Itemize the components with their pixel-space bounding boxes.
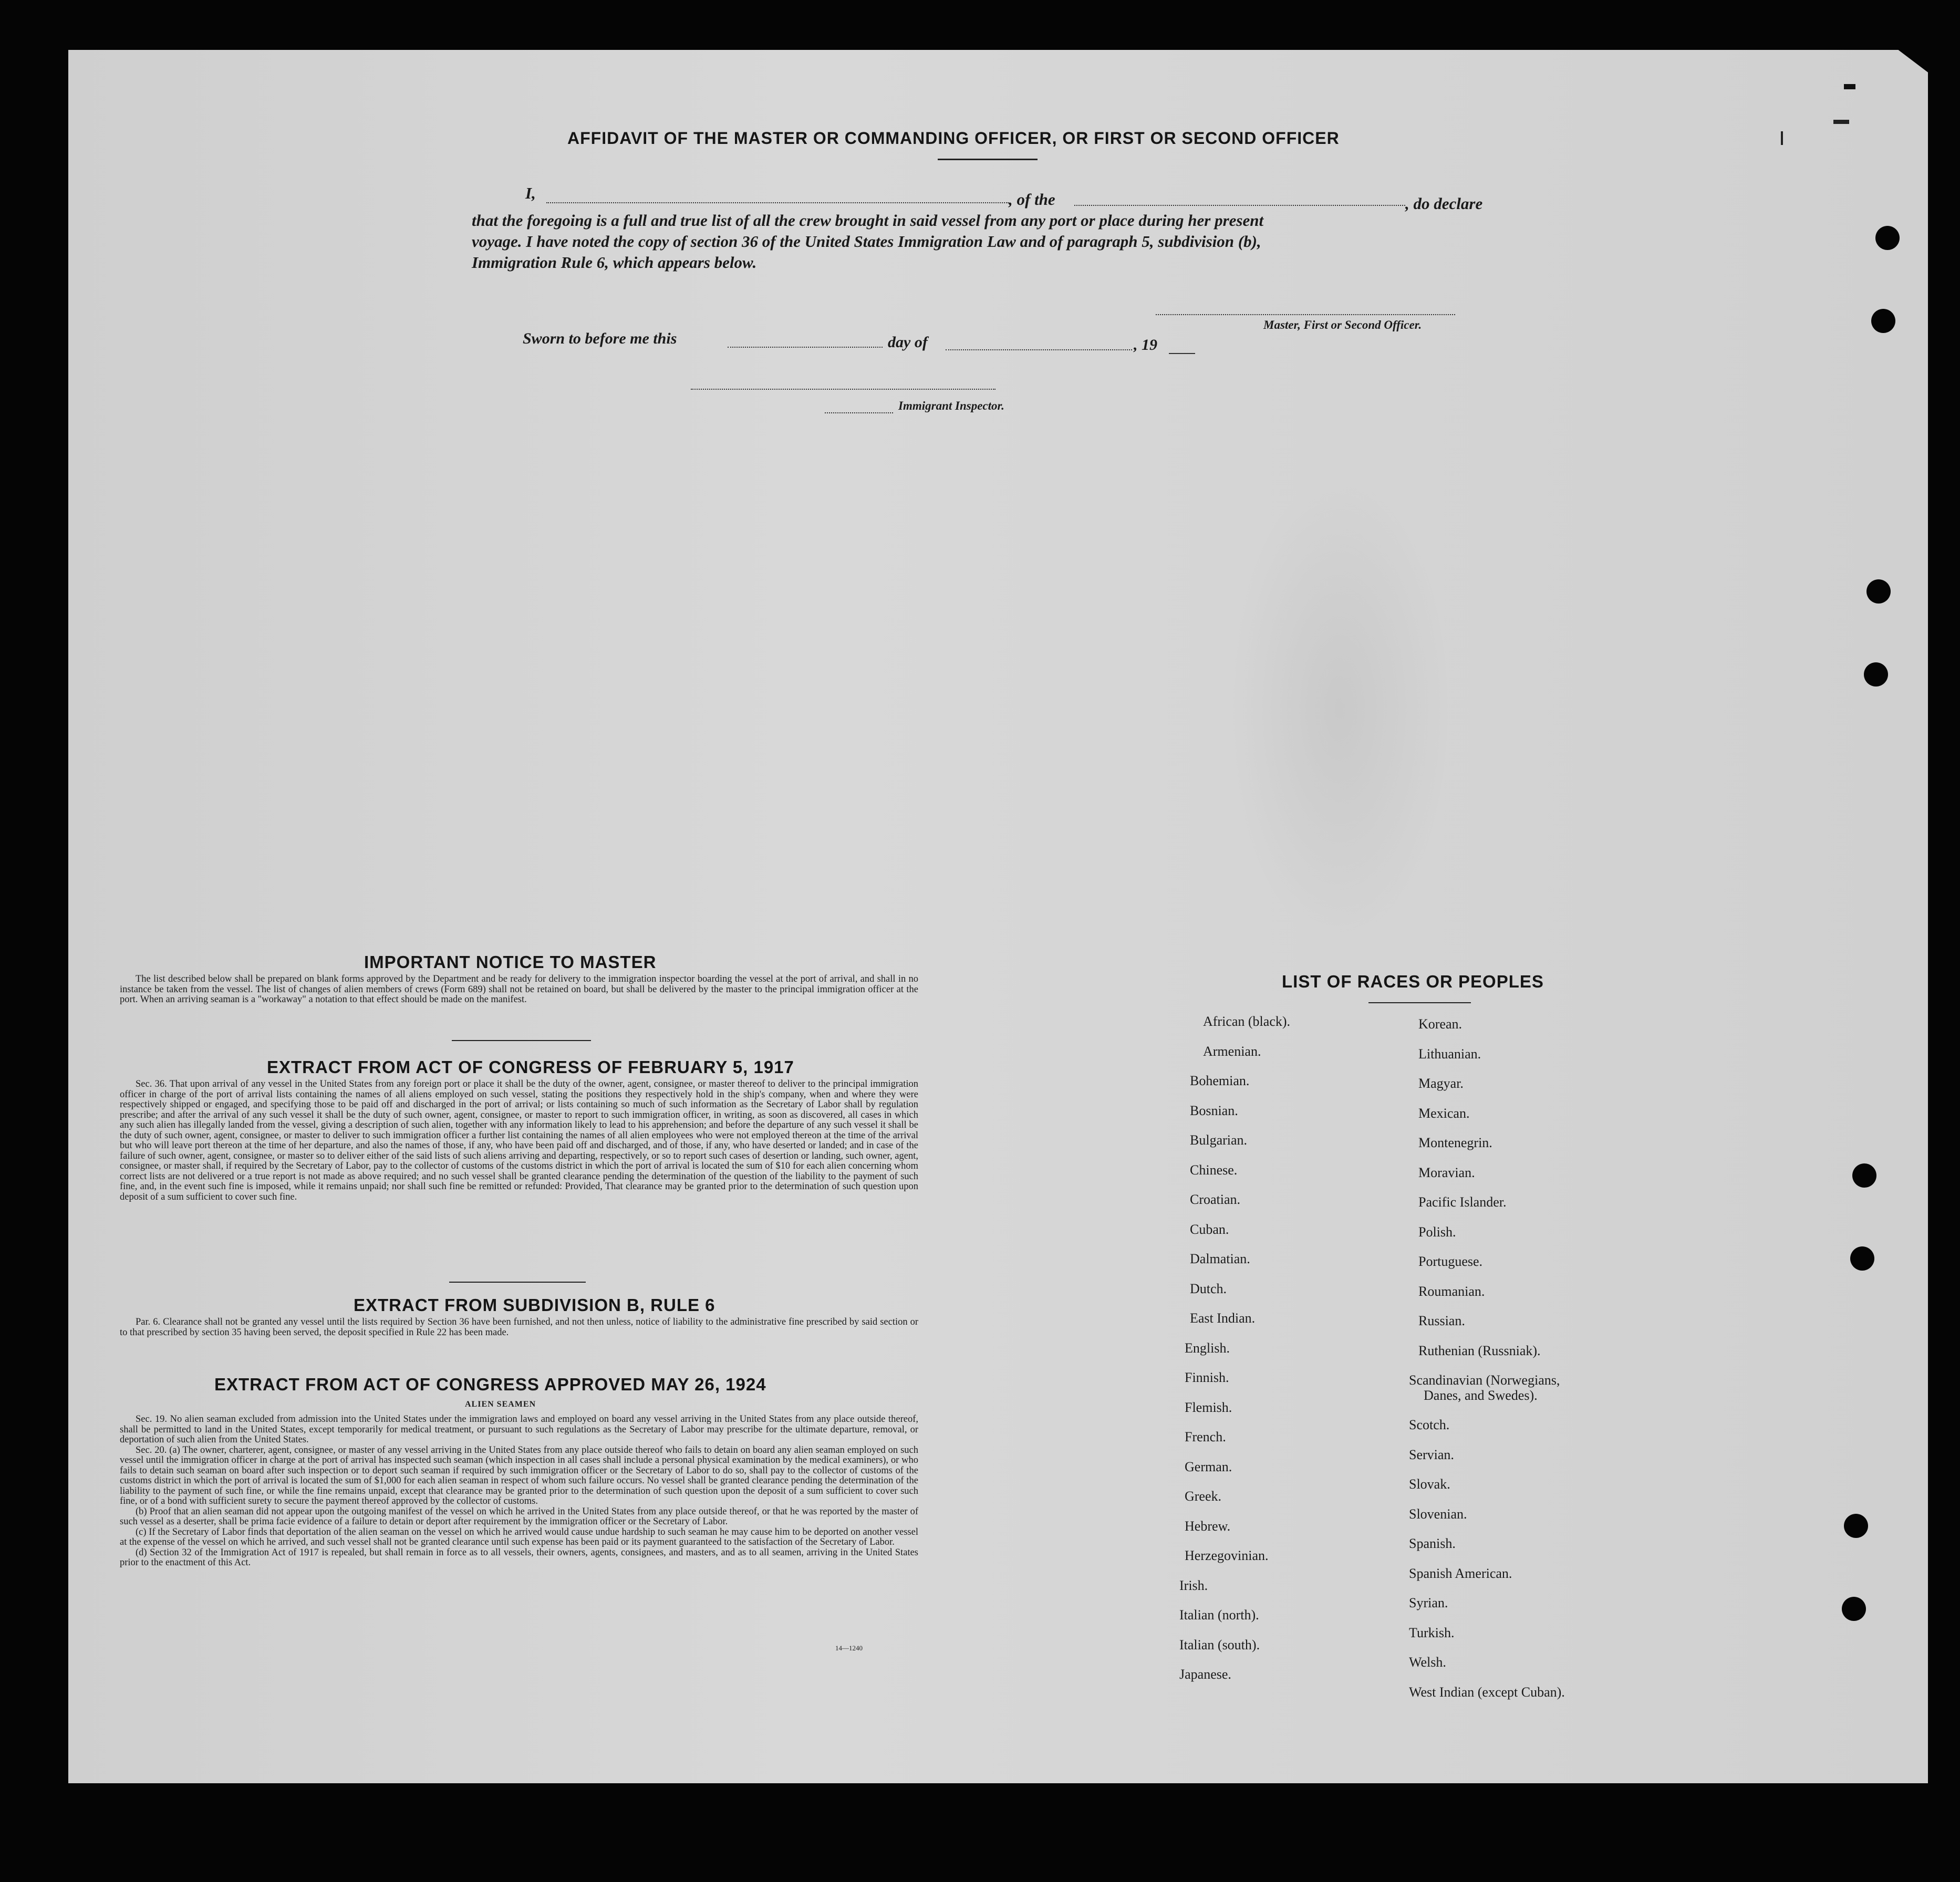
vessel-name-field[interactable] (1074, 205, 1405, 206)
race-item: Danes, and Swedes). (1424, 1387, 1538, 1403)
race-item: Pacific Islander. (1418, 1194, 1507, 1210)
race-item: Russian. (1418, 1313, 1465, 1328)
race-item: African (black). (1203, 1014, 1291, 1029)
affidavit-line: voyage. I have noted the copy of section 36 of the United States Immigration Law and of paragraph 5, subdivision (b), (472, 232, 1261, 251)
year-field[interactable] (1169, 353, 1195, 354)
extract-1924-paragraph: (d) Section 32 of the Immigration Act of 1917 is repealed, but shall remain in force as to all vessels, their owners, agents, consignees, and masters, and as to all seamen, arriving in the United States prior to the enactment of this Act. (120, 1547, 918, 1568)
subdivision-title: EXTRACT FROM SUBDIVISION B, RULE 6 (354, 1295, 715, 1315)
corner-tick (1833, 120, 1849, 124)
notice-title: IMPORTANT NOTICE TO MASTER (364, 952, 657, 972)
race-item: Croatian. (1190, 1192, 1241, 1207)
punch-hole (1864, 662, 1888, 687)
alien-seamen-subtitle: ALIEN SEAMEN (465, 1400, 536, 1409)
day-of-label: day of (888, 334, 928, 351)
sworn-day-field[interactable] (728, 347, 883, 348)
inspector-label: Immigrant Inspector. (898, 399, 1004, 412)
race-item: Moravian. (1418, 1164, 1475, 1180)
race-item: Lithuanian. (1418, 1046, 1481, 1062)
subdivision-paragraph: Par. 6. Clearance shall not be granted any vessel until the lists required by Section 36 have been furnished, and not then unless, notice of liability to the administrative fine prescribed by said section or to that prescribed by section 35 having been served, the deposit specified in Rule 22 has been made. (120, 1317, 918, 1338)
sworn-label: Sworn to before me this (523, 330, 677, 347)
extract-1924-text (120, 1415, 918, 1568)
race-item: English. (1185, 1340, 1230, 1356)
race-item: Spanish American. (1409, 1565, 1512, 1581)
race-item: German. (1185, 1459, 1232, 1474)
race-item: Herzegovinian. (1185, 1548, 1269, 1563)
paper-stain (1229, 473, 1450, 945)
race-item: Greek. (1185, 1489, 1222, 1504)
sworn-month-field[interactable] (946, 349, 1132, 350)
race-item: East Indian. (1190, 1311, 1256, 1326)
race-item: Slovak. (1409, 1477, 1450, 1492)
race-item: Italian (south). (1179, 1637, 1260, 1652)
race-item: Irish. (1179, 1577, 1208, 1593)
corner-tick (1781, 131, 1783, 145)
race-item: Welsh. (1409, 1655, 1446, 1670)
race-item: Chinese. (1190, 1162, 1238, 1178)
master-label: Master, First or Second Officer. (1263, 318, 1422, 331)
punch-hole (1852, 1163, 1876, 1188)
do-declare-label: , do declare (1405, 194, 1483, 213)
race-item: Turkish. (1409, 1625, 1455, 1640)
extract-1917-divider (449, 1282, 586, 1283)
race-item: Polish. (1418, 1224, 1456, 1240)
race-item: Flemish. (1185, 1399, 1232, 1415)
race-item: Bosnian. (1190, 1103, 1238, 1118)
affiant-label: I, (525, 184, 536, 202)
form-number: 14—1240 (835, 1644, 863, 1652)
punch-hole (1850, 1246, 1874, 1271)
race-item: Portuguese. (1418, 1254, 1483, 1269)
corner-tick (1844, 84, 1855, 89)
races-title: LIST OF RACES OR PEOPLES (1282, 972, 1544, 991)
race-item: Dutch. (1190, 1281, 1227, 1296)
race-item: Montenegrin. (1418, 1135, 1492, 1150)
race-item: West Indian (except Cuban). (1409, 1684, 1565, 1700)
race-item: Armenian. (1203, 1043, 1261, 1059)
race-item: Servian. (1409, 1447, 1454, 1462)
races-divider (1368, 1002, 1471, 1003)
punch-hole (1875, 226, 1900, 250)
race-item: Magyar. (1418, 1076, 1464, 1091)
extract-1924-paragraph: Sec. 19. No alien seaman excluded from admission into the United States under the immigration laws and employed on board any vessel arriving in the United States from any place outside thereof, shall be permitted to land in the United States, except temporarily for medical treatment, or pursuant to such regulations as the Secretary of Labor may prescribe for the ultimate departure, removal, or deportation of such alien from the United States. (120, 1414, 918, 1445)
punch-hole (1844, 1514, 1868, 1538)
extract-1917-title: EXTRACT FROM ACT OF CONGRESS OF FEBRUARY 5, 1917 (267, 1057, 794, 1077)
affiant-name-field[interactable] (546, 202, 1009, 203)
subdivision-text (120, 1317, 918, 1338)
race-item: Syrian. (1409, 1595, 1448, 1610)
master-signature-field[interactable] (1156, 314, 1455, 315)
race-item: Ruthenian (Russniak). (1418, 1343, 1541, 1358)
race-item: Dalmatian. (1190, 1251, 1250, 1266)
extract-1924-paragraph: (b) Proof that an alien seaman did not appear upon the outgoing manifest of the vessel on which he arrived in the United States from any place outside thereof, or that he was reported by the master of such vessel as a deserter, shall be prima facie evidence of a failure to detain or deport after requirement by the immigration officer or the Secretary of Labor. (120, 1506, 918, 1527)
race-item: Slovenian. (1409, 1506, 1467, 1522)
extract-1917-text (120, 1079, 918, 1202)
race-item: Korean. (1418, 1016, 1463, 1032)
extract-1924-paragraph: Sec. 20. (a) The owner, charterer, agent, consignee, or master of any vessel arriving in the United States from any place outside thereof who fails to detain on board any alien seaman employed on such vessel until the immigration officer in charge at the port of arrival has inspected such seaman (which inspection in all cases shall include a personal physical examination by the medical examiners), or who fails to detain such seaman on board after such inspection or to deport such seaman if required by such immigration officer or the Secretary of Labor to do so, shall pay to the collector of customs of the customs district in which the port of arrival is located the sum of $1,000 for each alien seaman in respect of whom such failure occurs. No vessel shall be granted clearance pending the determination of the liability to the payment of such fine, or while the fine remains unpaid, except that clearance may be granted prior to the determination of such question upon the deposit of a sum sufficient to cover such fine, or of a bond with sufficient surety to secure the payment thereof approved by the collector of customs. (120, 1444, 918, 1506)
extract-1917-paragraph: Sec. 36. That upon arrival of any vessel in the United States from any foreign port or place it shall be the duty of the owner, agent, consignee, or master thereof to deliver to the principal immigration officer in charge of the port of arrival lists containing the names of all aliens employed on such vessel, stating the positions they respectively hold in the ship's company, when and where they were respectively shipped or engaged, and specifying those to be paid off and discharged in the port of arrival; or lists containing so much of such information as the Secretary of Labor shall by regulation prescribe; and after the arrival of any such vessel it shall be the duty of such owner, agent, consignee, or master to report to such immigration officer, in writing, as soon as discovered, all cases in which any such alien has illegally landed from the vessel, giving a description of such alien, together with any information likely to lead to his apprehension; and before the departure of any such vessel it shall be the duty of such owner, agent, consignee, or master to deliver to such immigration officer a further list containing the names of all alien employees who were not employed thereon at the time of the arrival but who will leave port thereon at the time of her departure, and also the names of those, if any, who have been paid off and discharged, and of those, if any, who have deserted or landed; and in case of the failure of such owner, agent, consignee, or master so to deliver either of the said lists of such aliens arriving and departing, respectively, or so to report such cases of desertion or landing, such owner, agent, consignee, or master shall, if required by the Secretary of Labor, pay to the collector of customs of the customs district in which the port of arrival is located the sum of $10 for each alien concerning whom correct lists are not delivered or a true report is not made as above required; and no such vessel shall be granted clearance pending the determination of the question of the liability to the payment of such fine, and, in the event such fine is imposed, while it remains unpaid; nor shall such fine be remitted or refunded: Provided, That clearance may be granted prior to the determination of such question upon deposit of a sum sufficient to cover such fine. (120, 1079, 918, 1202)
race-item: Finnish. (1185, 1370, 1229, 1385)
race-item: Roumanian. (1418, 1283, 1485, 1299)
punch-hole (1866, 579, 1891, 604)
notice-divider (452, 1040, 591, 1041)
race-item: Bohemian. (1190, 1073, 1250, 1088)
affidavit-line: that the foregoing is a full and true list of all the crew brought in said vessel from any port or place during her present (472, 211, 1264, 230)
affidavit-body (472, 210, 1501, 273)
title-divider (938, 159, 1038, 160)
inspector-signature-field[interactable] (691, 389, 995, 390)
of-the-label: , of the (1009, 190, 1055, 209)
extract-1924-title: EXTRACT FROM ACT OF CONGRESS APPROVED MAY 26, 1924 (214, 1375, 766, 1394)
notice-paragraph: The list described below shall be prepared on blank forms approved by the Department and be ready for delivery to the immigration inspector boarding the vessel at the port of arrival, and shall in no instance be taken from the vessel. The list of changes of alien members of crews (Form 689) shall not be retained on board, but shall be delivered by the master to the principal immigration officer at the port. When an arriving seaman is a "workaway" a notation to that effect should be made on the manifest. (120, 974, 918, 1005)
race-item: Italian (north). (1179, 1607, 1259, 1623)
race-item: French. (1185, 1429, 1226, 1444)
punch-hole (1842, 1597, 1866, 1621)
year-label: , 19 (1134, 336, 1157, 353)
race-item: Cuban. (1190, 1221, 1229, 1237)
race-item: Japanese. (1179, 1667, 1231, 1682)
affidavit-line: Immigration Rule 6, which appears below. (472, 253, 757, 272)
race-item: Mexican. (1418, 1105, 1470, 1121)
extract-1924-paragraph: (c) If the Secretary of Labor finds that deportation of the alien seaman on the vessel on which he arrived would cause undue hardship to such seaman he may cause him to be deported on another vessel at the expense of the vessel on which he arrived, and such vessel shall not be granted clearance until such expense has been paid or its payment guaranteed to the satisfaction of the Secretary of Labor. (120, 1526, 918, 1547)
notice-text (120, 974, 918, 1005)
race-item: Scotch. (1409, 1417, 1450, 1432)
affidavit-title: AFFIDAVIT OF THE MASTER OR COMMANDING OFFICER, OR FIRST OR SECOND OFFICER (567, 129, 1340, 148)
race-item: Hebrew. (1185, 1518, 1231, 1534)
inspector-prefix-dots (825, 412, 893, 413)
race-item: Scandinavian (Norwegians, (1409, 1372, 1560, 1388)
punch-hole (1871, 309, 1895, 333)
race-item: Spanish. (1409, 1536, 1456, 1551)
race-item: Bulgarian. (1190, 1132, 1248, 1148)
